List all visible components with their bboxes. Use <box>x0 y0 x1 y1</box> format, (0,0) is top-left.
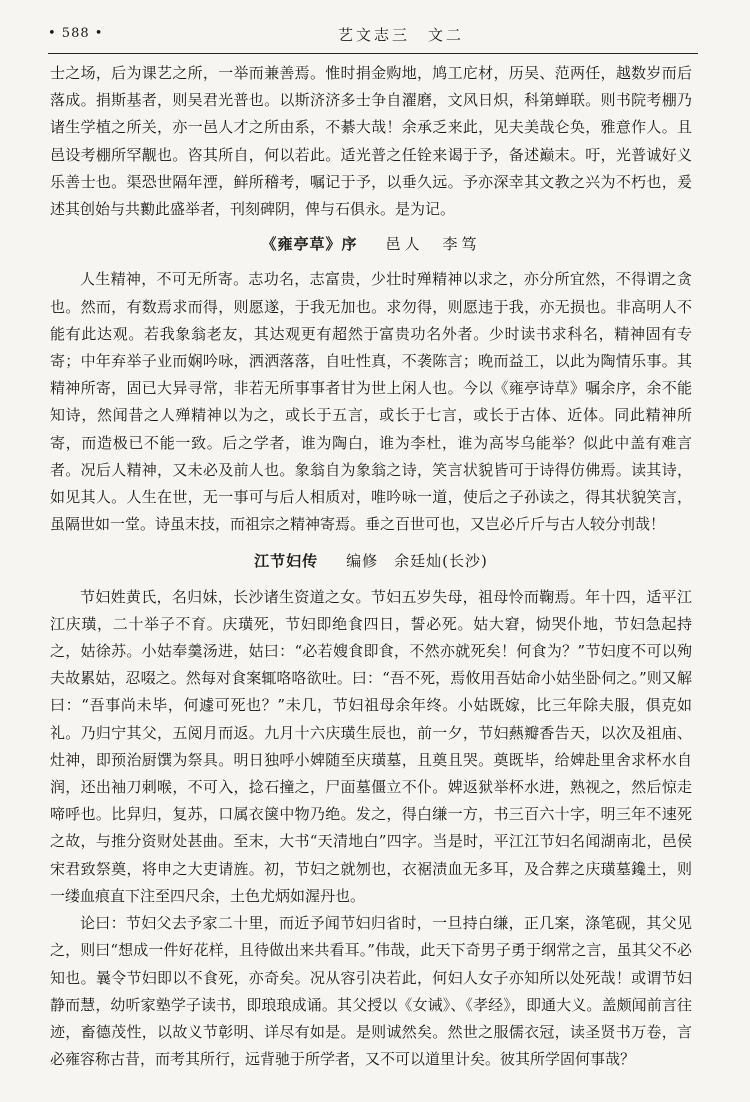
paragraph: 人生精神，不可无所寄。志功名，志富贵，少壮时殚精神以求之，亦分所宜然，不得谓之贪也。然而，有数焉求而得，则愿遂，于我无加也。求勿得，则愿违于我，亦无损也。非高明人不能有此达观。若我象翁老友，其达观更有超然于富贵功名外者。少时读书求科名，精神固有专寄；中年弃举子业而娴吟咏，洒洒落落，自吐性真，不袭陈言；晚而益工，以此为陶情乐事。其精神所寄，固已大异寻常，非若无所事事者甘为世上闲人也。今以《雍亭诗草》嘱余序，余不能知诗，然闻昔之人殚精神以为之，或长于五言，或长于七言，或长于古体、近体。同此精神所寄，而造极已不能一致。后之学者，谁为陶白，谁为李杜，谁为高岑乌能举？似此中盖有难言者。况后人精神，又未必及前人也。象翁自为象翁之诗，笑言状貌皆可于诗得仿佛焉。读其诗，如见其人。人生在世，无一事可与后人相质对，唯吟咏一道，使后之子孙读之，得其状貌笑言，虽隔世如一堂。诗虽末技，而祖宗之精神寄焉。垂之百世可也，又岂必斤斤与古人较分刌哉！ <box>50 270 692 534</box>
section-title: 江节妇传 <box>254 552 319 571</box>
paragraph: 论曰：节妇父去予家二十里，而近予闻节妇归省时，一旦持白缣，正几案，涤笔砚，其父见之，则曰“想成一件好花样，且待做出来共看耳。”伟哉，此天下奇男子勇于纲常之言，虽其父不必知也。曩令节妇即以不食死，亦奇矣。况从容引决若此，何妇人女子亦知所以处死哉！或谓节妇静而慧，幼听家塾学子读书，即琅琅成诵。其父授以《女诫》、《孝经》，即通大义。盖颇闻前言往迹，畜德茂性，以故义节彰明、详尽有如是。是则诚然矣。然世之服儒衣冠，读圣贤书万卷，言必雍容称古昔，而考其所行，远背驰于所学者，又不可以道里计矣。彼其所学固何事哉？ <box>50 914 692 1069</box>
page-body <box>50 60 692 1073</box>
paragraph: 节妇姓黄氏，名归妹，长沙诸生资道之女。节妇五岁失母，祖母怜而鞠焉。年十四，适平江江庆璜，二十举子不育。庆璜死，节妇即绝食四日，誓必死。姑大窘，恸哭仆地，节妇急起持之，姑徐苏。小姑奉羹汤进，姑曰：“必若嫂食即食，不然亦就死矣！何食为？”节妇度不可以殉夫故累姑，忍啜之。然每对食案辄咯咯欲吐。曰：“吾不死，焉攸用吾姑命小姑坐卧伺之。”则又解曰：“吾事尚未毕，何遽可死也？”未几，节妇祖母余年终。小姑既嫁，比三年除夫服，俱克如礼。乃归宁其父，五阅月而返。九月十六庆璜生辰也，前一夕，节妇爇瓣香告天，以次及祖庙、灶神，即预治厨馔为祭具。明日独呼小婢随至庆璜墓，且奠且哭。奠既毕，给婢赴里舍求杯水自润，还出袖刀刺喉，不可入，捻石撞之，尸面墓僵立不仆。婢返狱举杯水进，熟视之，然后惊走啼呼也。比舁归，复苏，口属衣箧中物乃绝。发之，得白缣一方，书三百六十字，明三年不速死之故，与推分资财处甚曲。至末，大书“天清地白”四字。当是时，平江江节妇名闻湖南北，邑侯宋君致祭奠，将申之大吏请旌。初，节妇之就刎也，衣裾渍血无多耳，及合葬之庆璜墓鑱土，则一缕血痕直下注至四尺余，土色尤炳如渥丹也。 <box>50 587 692 905</box>
intro-paragraph: 士之场，后为课艺之所，一举而兼善焉。惟时捐金购地，鸠工庀材，历吴、范两任，越数岁而后落成。捐斯基者，则吴君光普也。以斯济济多士争自濯磨，文风日炽，科第蝉联。则书院考棚乃诸生学植之所关，亦一邑人才之所由系，不綦大哉！余承乏来此，见夫美哉仑奂，雅意作人。且邑设考棚所罕觏也。咨其所自，何以若此。适光普之任铨来谒于予，备述巅末。吁，光普诚好义乐善士也。渠恐世隔年湮，鲜所稽考，嘱记于予，以垂久远。予亦深幸其文教之兴为不朽也，爰述其创始与共勷此盛举者，刊刻碑阴，俾与石俱永。是为记。 <box>50 64 692 219</box>
page-number: • 588 • <box>48 26 104 41</box>
header-rule <box>48 53 698 54</box>
page-header <box>48 22 690 50</box>
running-title: 艺文志三 文二 <box>338 26 465 44</box>
section-author: 编修 余廷灿(长沙) <box>346 552 488 571</box>
section-heading-jiang <box>50 548 692 575</box>
section-title: 《雍亭草》序 <box>261 235 358 254</box>
section-heading-yongting <box>50 231 692 258</box>
section-author: 邑人 李笃 <box>385 235 481 254</box>
